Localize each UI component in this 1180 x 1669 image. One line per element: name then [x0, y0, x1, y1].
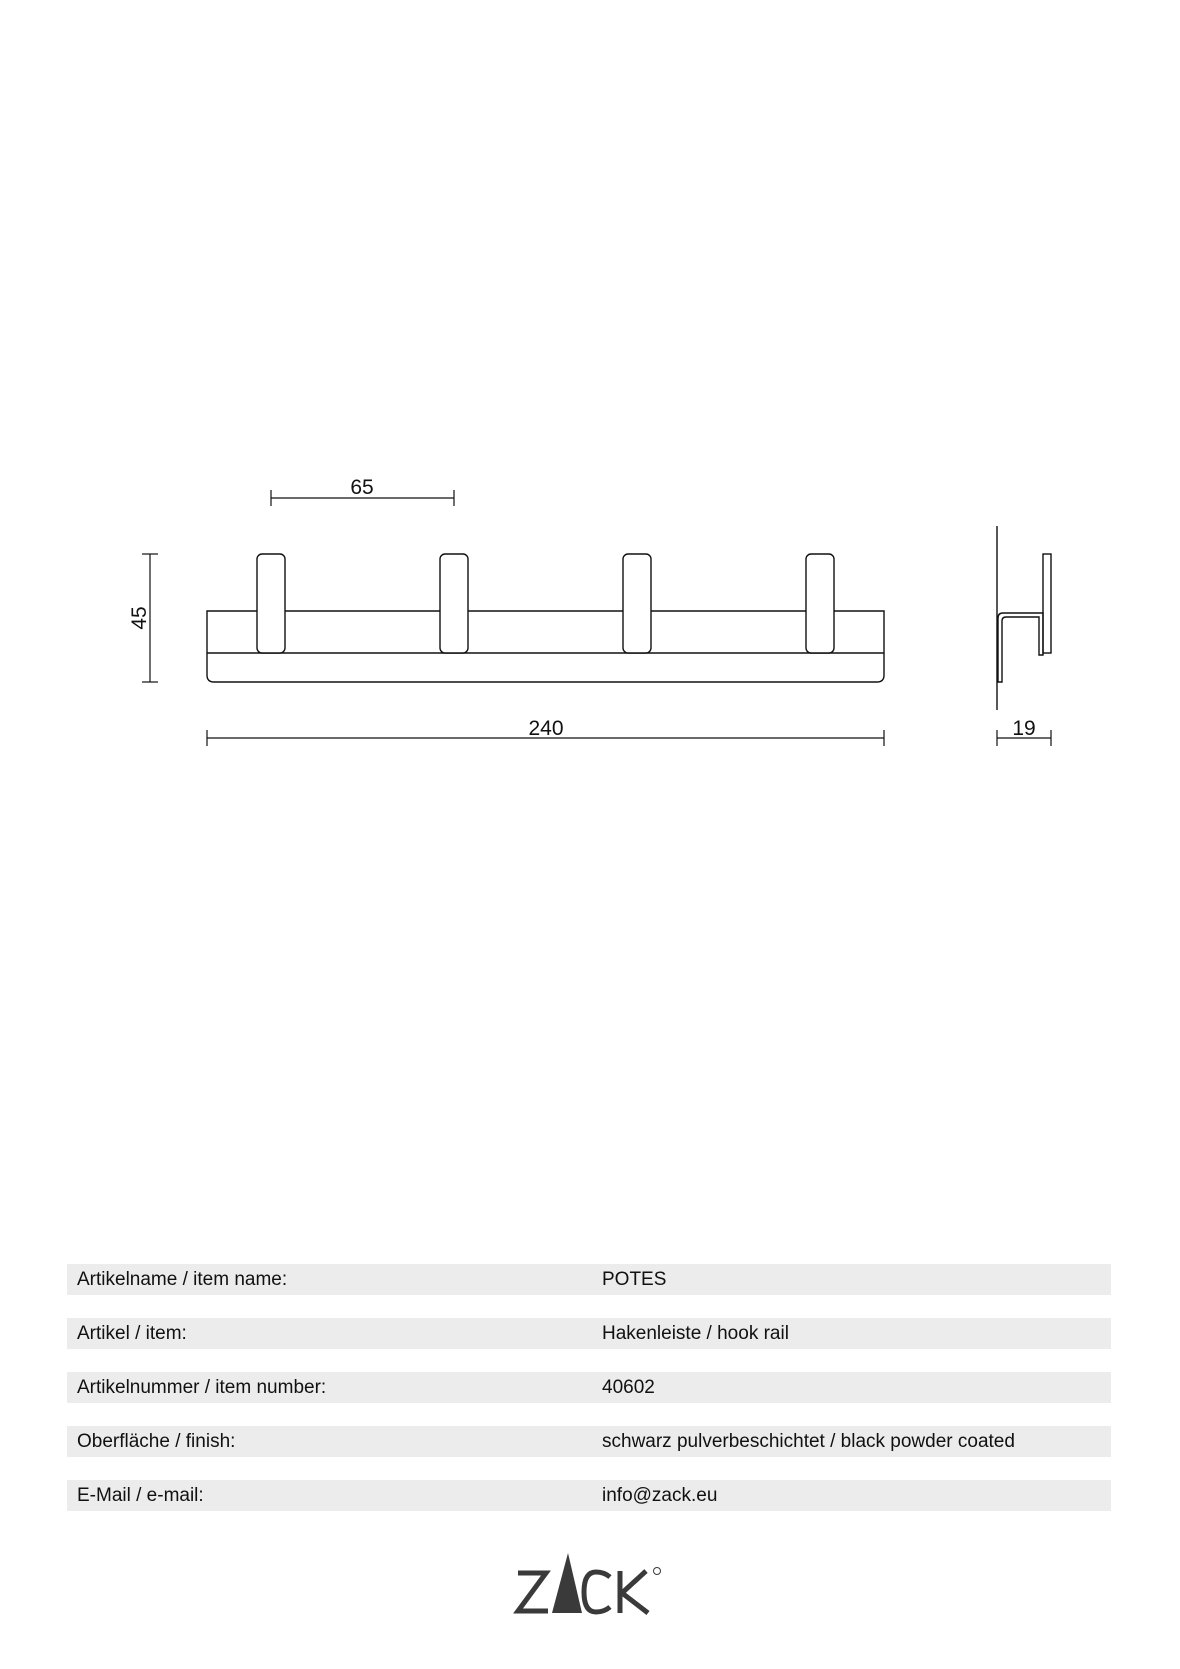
spec-value: schwarz pulverbeschichtet / black powder coated: [602, 1431, 1015, 1452]
side-view: [997, 526, 1051, 710]
hook-1: [257, 554, 285, 653]
spec-row-item: [67, 1318, 1111, 1349]
zack-logo: [512, 1545, 672, 1617]
logo-letter-k: [620, 1571, 648, 1613]
spec-row-email: [67, 1480, 1111, 1511]
dimension-hook-spacing-label: 65: [350, 476, 374, 499]
spec-label: E-Mail / e-mail:: [77, 1485, 204, 1506]
spec-value: Hakenleiste / hook rail: [602, 1323, 789, 1344]
hook-2: [440, 554, 468, 653]
logo-letter-a: [552, 1553, 582, 1613]
dimension-length-label: 240: [528, 717, 564, 740]
spec-row-item-name: [67, 1264, 1111, 1295]
spec-label: Artikel / item:: [77, 1323, 187, 1344]
hook-3: [623, 554, 651, 653]
hook-4: [806, 554, 834, 653]
rail-profile: [998, 613, 1043, 682]
logo-letter-z: [518, 1573, 548, 1611]
spec-value: POTES: [602, 1269, 667, 1290]
spec-value: 40602: [602, 1377, 655, 1398]
spec-row-item-number: [67, 1372, 1111, 1403]
dimension-depth-label: 19: [1012, 717, 1036, 740]
spec-table: [67, 1264, 1111, 1534]
spec-label: Artikelname / item name:: [77, 1269, 288, 1290]
spec-label: Artikelnummer / item number:: [77, 1377, 327, 1398]
spec-row-finish: [67, 1426, 1111, 1457]
spec-value: info@zack.eu: [602, 1485, 718, 1506]
registered-mark-icon: [654, 1568, 661, 1575]
logo-letter-c: [584, 1572, 610, 1612]
hook-profile: [1043, 554, 1051, 653]
spec-label: Oberfläche / finish:: [77, 1431, 236, 1452]
dimension-height-label: 45: [128, 606, 151, 630]
front-view: [207, 554, 884, 682]
rail-body-outline: [207, 611, 884, 682]
